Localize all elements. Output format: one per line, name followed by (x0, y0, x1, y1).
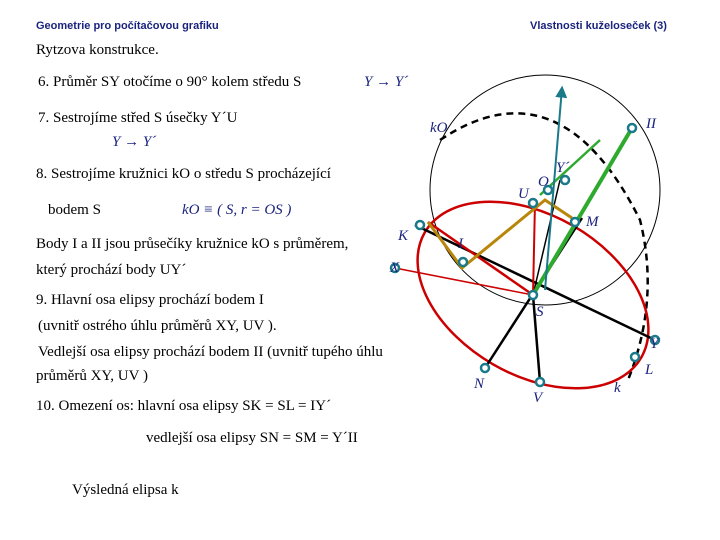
step-9b: (uvnitř ostrého úhlu průměrů XY, UV ). (38, 318, 277, 334)
step-8c: kO ≡ ( S, r = OS ) (182, 202, 292, 218)
point-ii (628, 124, 636, 132)
label-x: X (390, 260, 400, 276)
point-v (536, 378, 544, 386)
label-yp: Y´ (556, 160, 570, 176)
label-l: L (645, 362, 654, 378)
header-right: Vlastnosti kuželoseček (3) (530, 20, 667, 32)
step-8d: Body I a II jsou průsečíky kružnice kO s průměrem, (36, 236, 349, 252)
label-y: Y (650, 336, 659, 352)
step-7-arrow: Y → Y´ (112, 134, 157, 150)
line-green-ii (533, 128, 632, 295)
label-n: N (474, 376, 485, 392)
point-s (529, 291, 537, 299)
label-v: V (533, 390, 543, 406)
header-left: Geometrie pro počítačovou grafiku (36, 20, 219, 32)
label-i: I (458, 236, 463, 252)
label-u: U (518, 186, 529, 202)
point-m (571, 218, 579, 226)
step-10b: vedlejší osa elipsy SN = SM = Y´II (146, 430, 358, 446)
step-9a: 9. Hlavní osa elipsy prochází bodem I (36, 292, 264, 308)
label-o: O (538, 174, 549, 190)
step-9c: Vedlejší osa elipsy prochází bodem II (uvnitř tupého úhlu (38, 344, 383, 360)
step-10a: 10. Omezení os: hlavní osa elipsy SK = SL = IY´ (36, 398, 332, 414)
label-ko: kO (430, 120, 448, 136)
label-m: M (586, 214, 599, 230)
point-k (416, 221, 424, 229)
step-8b: bodem S (48, 202, 101, 218)
step-9d: průměrů XY, UV ) (36, 368, 148, 384)
step-8a: 8. Sestrojíme kružnici kO o středu S procházející (36, 166, 331, 182)
step-8e: který prochází body UY´ (36, 262, 187, 278)
point-u (529, 199, 537, 207)
step-7: 7. Sestrojíme střed S úsečky Y´U (38, 110, 238, 126)
step-6: 6. Průměr SY otočíme o 90° kolem středu S (38, 74, 302, 90)
point-l (631, 353, 639, 361)
point-i (459, 258, 467, 266)
label-s: S (536, 304, 544, 320)
point-n (481, 364, 489, 372)
label-ii: II (646, 116, 656, 132)
step-6-arrow: Y → Y´ (364, 74, 409, 90)
result-text: Výsledná elipsa k (72, 482, 179, 498)
label-k-ellipse: k (614, 380, 621, 396)
label-k: K (398, 228, 409, 244)
point-yp (561, 176, 569, 184)
slide-title: Rytzova konstrukce. (36, 42, 159, 58)
